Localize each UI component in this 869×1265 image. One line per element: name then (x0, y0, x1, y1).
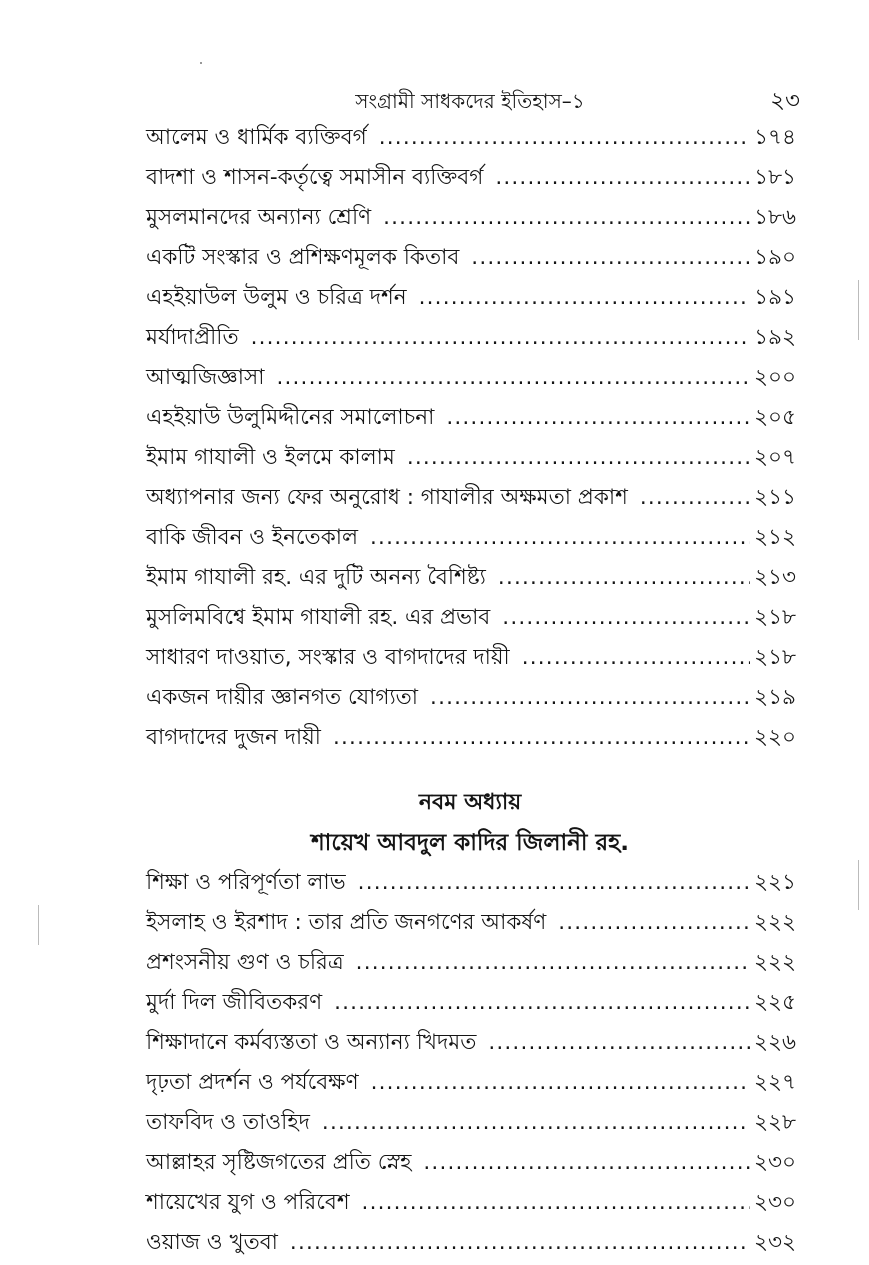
toc-entry (146, 678, 796, 718)
dot-leader (362, 1183, 751, 1223)
toc-entry-page: ২২৮ (754, 1110, 796, 1135)
toc-entry (146, 1183, 796, 1223)
toc-entry (146, 903, 796, 943)
dot-leader (471, 238, 750, 278)
dot-leader (334, 983, 750, 1023)
toc-entry-title: দৃঢ়তা প্রদর্শন ও পর্যবেক্ষণ (146, 1070, 359, 1095)
toc-entry-title: বাদশা ও শাসন-কর্তৃত্বে সমাসীন ব্যক্তিবর্গ (146, 165, 484, 190)
toc-entry-page: ১৯২ (754, 325, 796, 350)
toc-entry-title: ইমাম গাযালী রহ. এর দুটি অনন্য বৈশিষ্ট্য (146, 565, 486, 590)
toc-list-bottom (146, 863, 796, 1263)
toc-entry (146, 1023, 796, 1063)
toc-entry-page: ১৯১ (754, 285, 796, 310)
dot-leader (502, 598, 750, 638)
toc-entry-page: ২২২ (754, 910, 796, 935)
toc-entry (146, 598, 796, 638)
toc-entry-page: ২১৮ (754, 645, 796, 670)
dot-leader (358, 863, 750, 903)
toc-entry-page: ১৮১ (754, 165, 796, 190)
toc-entry-title: বাকি জীবন ও ইনতেকাল (146, 525, 358, 550)
toc-entry-page: ২১৩ (754, 565, 796, 590)
dot-leader (558, 903, 750, 943)
toc-entry-page: ২২৫ (754, 990, 796, 1015)
toc-entry-title: শিক্ষা ও পরিপূর্ণতা লাভ (146, 870, 346, 895)
toc-entry-title: প্রশংসনীয় গুণ ও চরিত্র (146, 950, 344, 975)
chapter-subtitle: শায়েখ আবদুল কাদির জিলানী রহ. (311, 830, 629, 856)
chapter-heading (140, 785, 800, 861)
toc-entry (146, 983, 796, 1023)
toc-entry (146, 478, 796, 518)
toc-entry-title: আত্মজিজ্ঞাসা (146, 365, 265, 390)
dot-leader (251, 318, 751, 358)
toc-entry (146, 198, 796, 238)
toc-entry-title: আল্লাহর সৃষ্টিজগতের প্রতি স্নেহ (146, 1150, 412, 1175)
dot-leader (498, 558, 750, 598)
toc-entry-page: ২৩২ (754, 1230, 796, 1255)
toc-entry-title: একজন দায়ীর জ্ঞানগত যোগ্যতা (146, 685, 419, 710)
toc-entry-title: ইমাম গাযালী ও ইলমে কালাম (146, 445, 395, 470)
toc-entry (146, 398, 796, 438)
toc-entry (146, 1143, 796, 1183)
print-speck (200, 62, 202, 64)
dot-leader (383, 198, 750, 238)
chapter-label: নবম অধ্যায় (418, 790, 522, 815)
toc-entry (146, 278, 796, 318)
toc-entry-title: অধ্যাপনার জন্য ফের অনুরোধ : গাযালীর অক্ষমতা প্রকাশ (146, 485, 628, 510)
dot-leader (419, 278, 751, 318)
toc-entry-title: মুর্দা দিল জীবিতকরণ (146, 990, 323, 1015)
dot-leader (322, 1103, 750, 1143)
toc-entry (146, 943, 796, 983)
toc-entry-page: ২২০ (754, 725, 796, 750)
toc-entry-page: ২১৯ (754, 685, 796, 710)
toc-entry-title: একটি সংস্কার ও প্রশিক্ষণমূলক কিতাব (146, 245, 460, 270)
running-head (140, 86, 800, 116)
toc-entry (146, 718, 796, 758)
toc-entry-title: আলেম ও ধার্মিক ব্যক্তিবর্গ (146, 125, 367, 150)
toc-entry-page: ২১২ (754, 525, 796, 550)
toc-entry-title: ওয়াজ ও খুতবা (146, 1230, 278, 1255)
dot-leader (423, 1143, 750, 1183)
dot-leader (379, 118, 750, 158)
running-head-title: সংগ্রামী সাধকদের ইতিহাস–১ (355, 89, 585, 113)
toc-entry-page: ২২৭ (754, 1070, 796, 1095)
toc-entry-page: ২১৮ (754, 605, 796, 630)
toc-entry (146, 238, 796, 278)
dot-leader (446, 398, 750, 438)
toc-entry-title: সাধারণ দাওয়াত, সংস্কার ও বাগদাদের দায়ী (146, 645, 510, 670)
toc-entry (146, 438, 796, 478)
toc-entry-page: ২২১ (754, 870, 796, 895)
dot-leader (640, 478, 750, 518)
toc-entry-page: ১৮৬ (754, 205, 796, 230)
toc-entry (146, 1103, 796, 1143)
toc-entry-title: মর্যাদাপ্রীতি (146, 325, 239, 350)
toc-entry (146, 518, 796, 558)
toc-entry-title: শায়েখের যুগ ও পরিবেশ (146, 1190, 350, 1215)
toc-entry-page: ২২২ (754, 950, 796, 975)
page-number: ২৩ (770, 88, 800, 114)
toc-entry-title: শিক্ষাদানে কর্মব্যস্ততা ও অন্যান্য খিদমত (146, 1030, 477, 1055)
toc-entry (146, 358, 796, 398)
dot-leader (370, 518, 750, 558)
toc-entry (146, 1063, 796, 1103)
toc-entry-page: ২৩০ (754, 1150, 796, 1175)
toc-entry-page: ২২৬ (754, 1030, 796, 1055)
toc-entry-page: ২০০ (754, 365, 796, 390)
dot-leader (407, 438, 750, 478)
margin-mark (38, 905, 39, 945)
toc-list-top (146, 118, 796, 758)
toc-entry (146, 638, 796, 678)
toc-entry-page: ২৩০ (754, 1190, 796, 1215)
toc-entry-title: মুসলিমবিশ্বে ইমাম গাযালী রহ. এর প্রভাব (146, 605, 491, 630)
toc-entry (146, 863, 796, 903)
dot-leader (488, 1023, 750, 1063)
dot-leader (430, 678, 750, 718)
toc-entry-page: ১৭৪ (754, 125, 796, 150)
toc-entry (146, 158, 796, 198)
dot-leader (371, 1063, 750, 1103)
toc-entry-page: ২১১ (754, 485, 796, 510)
toc-entry-page: ১৯০ (754, 245, 796, 270)
toc-entry-page: ২০৫ (754, 405, 796, 430)
toc-entry-title: এহইয়াউল উলুম ও চরিত্র দর্শন (146, 285, 407, 310)
toc-entry-title: বাগদাদের দুজন দায়ী (146, 725, 321, 750)
toc-entry-title: এহইয়াউ উলুমিদ্দীনের সমালোচনা (146, 405, 435, 430)
toc-entry-title: মুসলমানদের অন্যান্য শ্রেণি (146, 205, 372, 230)
margin-mark (858, 860, 859, 910)
toc-entry (146, 118, 796, 158)
toc-entry (146, 558, 796, 598)
toc-entry (146, 318, 796, 358)
margin-mark (858, 280, 859, 340)
toc-entry-title: ইসলাহ ও ইরশাদ : তার প্রতি জনগণের আকর্ষণ (146, 910, 547, 935)
dot-leader (495, 158, 750, 198)
toc-entry (146, 1223, 796, 1263)
toc-entry-title: তাফবিদ ও তাওহিদ (146, 1110, 310, 1135)
dot-leader (356, 943, 750, 983)
toc-entry-page: ২০৭ (754, 445, 796, 470)
dot-leader (290, 1223, 750, 1263)
dot-leader (276, 358, 750, 398)
dot-leader (333, 718, 750, 758)
dot-leader (522, 638, 750, 678)
